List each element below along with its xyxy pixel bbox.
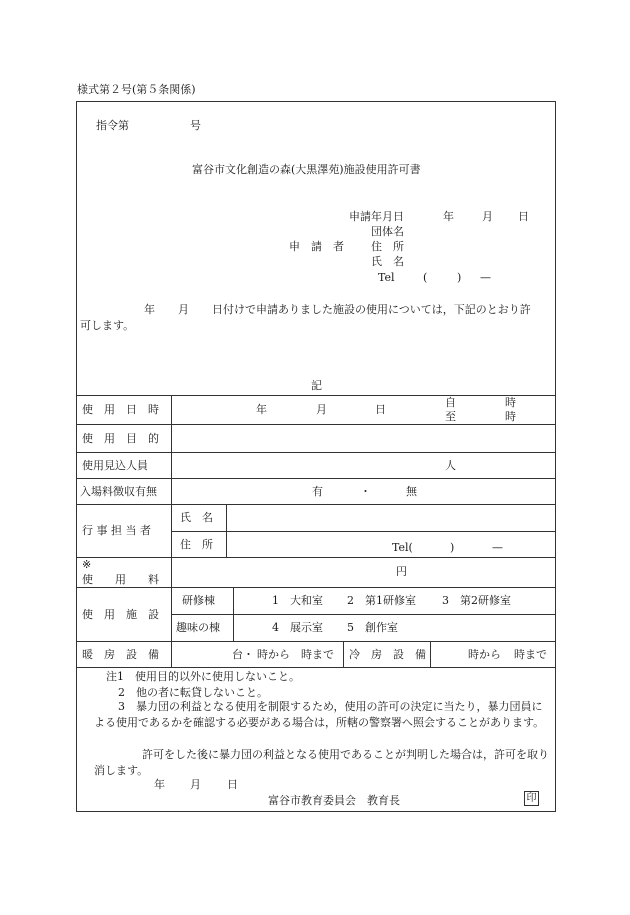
fee-label: 使 用 料	[82, 573, 159, 586]
admission-no: 無	[406, 485, 417, 498]
heating-units: 台・	[232, 648, 254, 661]
form-id: 様式第２号(第５条関係)	[77, 83, 196, 96]
document-title: 富谷市文化創造の森(大黒澤苑)施設使用許可書	[192, 163, 421, 176]
body-month: 月	[178, 303, 189, 316]
footer-month: 月	[190, 778, 201, 791]
room-5-name: 創作室	[365, 621, 398, 634]
room-2-num: 2	[347, 594, 354, 607]
organizer-name-label: 氏 名	[180, 511, 213, 524]
directive-prefix: 指令第	[96, 119, 129, 132]
room-1-num: 1	[272, 594, 279, 607]
application-date-year: 年	[443, 210, 454, 223]
cooling-label: 冷 房 設 備	[349, 648, 426, 661]
application-date-label: 申請年月日	[349, 210, 404, 223]
note-1: 注1 使用目的以外に使用しないこと。	[106, 670, 300, 683]
applicant-tel-open: (	[423, 271, 428, 284]
admission-yes: 有	[312, 485, 323, 498]
applicant-tel-dash: —	[480, 271, 491, 284]
organizer-tel-close: )	[450, 541, 455, 554]
applicant-name-label: 氏 名	[371, 255, 404, 268]
cooling-to: 時まで	[514, 648, 547, 661]
heating-from: 時から	[257, 648, 290, 661]
applicant-tel-label: Tel	[378, 271, 395, 284]
facility-building-1: 研修棟	[182, 594, 215, 607]
room-3-name: 第2研修室	[460, 594, 511, 607]
room-1-name: 大和室	[290, 594, 323, 607]
application-date-month: 月	[482, 210, 493, 223]
footer-day: 日	[227, 778, 238, 791]
heating-to: 時まで	[301, 648, 334, 661]
footer-year: 年	[154, 778, 165, 791]
fee-unit: 円	[396, 565, 407, 578]
usage-from-hour: 時	[505, 396, 516, 409]
directive-suffix: 号	[190, 119, 201, 132]
note-3: 3 暴力団の利益となる使用を制限するため，使用の許可の決定に当たり，暴力団員による使用であるかを確認する必要がある場合は，所轄の警察署へ照会することがあります。	[94, 700, 545, 729]
room-5-num: 5	[347, 621, 354, 634]
note-4: 許可をした後に暴力団の利益となる使用であることが判明した場合は，許可を取り消します。	[94, 748, 549, 777]
room-4-name: 展示室	[290, 621, 323, 634]
admission-label: 入場料徴収有無	[80, 485, 157, 498]
body-year: 年	[144, 303, 155, 316]
applicant-label: 申 請 者	[289, 240, 344, 253]
admission-dot: ・	[360, 485, 371, 498]
body-line-1: 日付けで申請ありました施設の使用については，下記のとおり許	[212, 303, 531, 316]
applicant-tel-close: )	[457, 271, 462, 284]
organizer-label: 行 事 担 当 者	[82, 524, 151, 537]
usage-to-hour: 時	[505, 410, 516, 423]
body-line-2: 可します。	[80, 319, 135, 332]
cooling-from: 時から	[468, 648, 501, 661]
applicant-address-label: 住 所	[371, 240, 404, 253]
room-4-num: 4	[272, 621, 279, 634]
seal-box: 印	[524, 791, 539, 806]
usage-datetime-label: 使 用 日 時	[82, 403, 159, 416]
organizer-address-label: 住 所	[180, 538, 213, 551]
usage-to: 至	[445, 410, 456, 423]
issuer: 富谷市教育委員会 教育長	[268, 794, 400, 807]
room-3-num: 3	[442, 594, 449, 607]
organizer-tel-label: Tel(	[392, 541, 413, 554]
purpose-label: 使 用 目 的	[82, 432, 159, 445]
usage-year: 年	[256, 403, 267, 416]
group-name-label: 団体名	[371, 225, 404, 238]
fee-mark: ※	[82, 558, 92, 571]
facility-building-2: 趣味の棟	[176, 621, 220, 634]
attendance-unit: 人	[445, 459, 456, 472]
heating-label: 暖 房 設 備	[82, 648, 159, 661]
note-2: 2 他の者に転貸しないこと。	[118, 686, 268, 699]
facility-label: 使 用 施 設	[82, 608, 159, 621]
room-2-name: 第1研修室	[365, 594, 416, 607]
application-date-day: 日	[518, 210, 529, 223]
attendance-label: 使用見込人員	[82, 459, 148, 472]
usage-month: 月	[316, 403, 327, 416]
ki-label: 記	[311, 379, 322, 392]
organizer-tel-dash: —	[492, 541, 503, 554]
usage-day: 日	[375, 403, 386, 416]
usage-from: 自	[445, 396, 456, 409]
